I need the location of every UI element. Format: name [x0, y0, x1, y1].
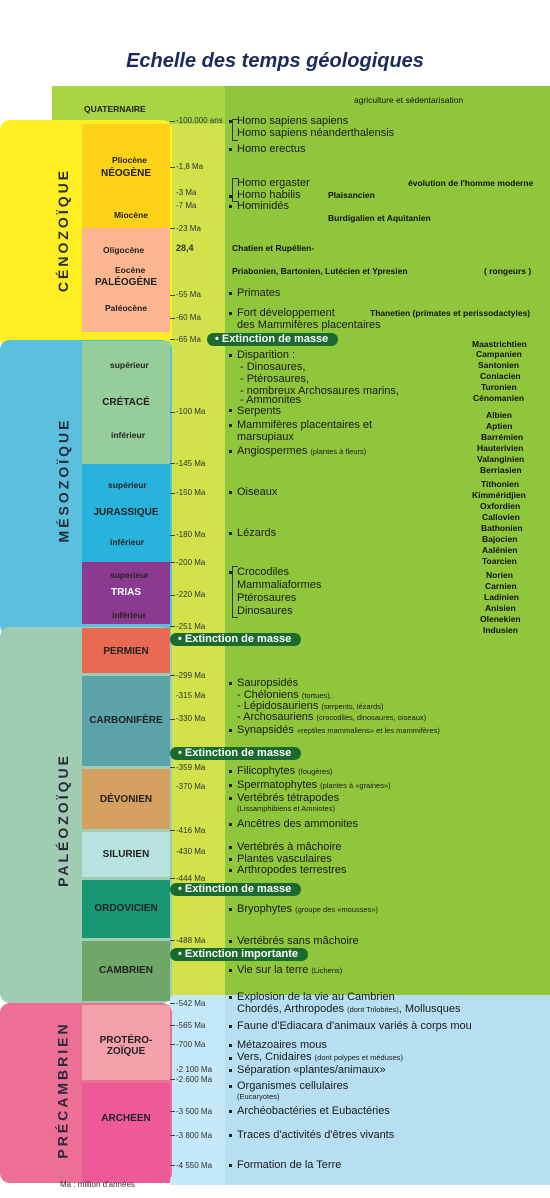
event-note: (Eucaryotes) — [237, 1092, 280, 1101]
age-tick — [170, 562, 175, 563]
stage: Aptien — [486, 421, 513, 431]
legend: Ma : million d'années — [60, 1180, 135, 1189]
age-label: -416 Ma — [176, 826, 206, 835]
age-tick — [170, 675, 175, 676]
stage: Barrémien — [481, 432, 524, 442]
age-label: -565 Ma — [176, 1021, 206, 1030]
age-label: -100 Ma — [176, 407, 206, 416]
bullet — [229, 729, 232, 732]
age-tick — [170, 1025, 175, 1026]
epoch-miocene: Miocène — [114, 210, 149, 220]
jurassique-superieur: supérieur — [108, 480, 147, 490]
event: Crocodiles — [237, 566, 289, 578]
event: - Ammonites — [240, 394, 302, 406]
event — [237, 802, 335, 814]
event: Mammifères placentaires et — [237, 419, 373, 431]
age-label: -23 Ma — [176, 224, 201, 233]
age-tick — [170, 1135, 175, 1136]
period-label-jurassique: JURASSIQUE — [93, 507, 159, 518]
age-label: -3 800 Ma — [176, 1131, 213, 1140]
epoch-oligocene: Oligocène — [103, 245, 145, 255]
event-main: Vers, Cnidaires — [237, 1051, 312, 1063]
event: Explosion de la vie au Cambrien — [237, 991, 395, 1003]
event — [237, 1003, 461, 1015]
stage: Carnien — [485, 581, 517, 591]
age-tick — [170, 878, 175, 879]
note: Priabonien, Bartonien, Lutécien et Ypresien — [232, 266, 408, 276]
bullet — [229, 940, 232, 943]
age-label: -145 Ma — [176, 459, 206, 468]
event: Serpents — [237, 405, 282, 417]
epoch-eocene: Eocène — [115, 265, 146, 275]
event: Hominidés — [237, 200, 289, 212]
stage: Santonien — [478, 360, 520, 370]
bullet — [229, 205, 232, 208]
event: Ptérosaures — [237, 592, 297, 604]
event: Arthropodes terrestres — [237, 864, 347, 876]
event: Traces d'activités d'êtres vivants — [237, 1129, 395, 1141]
event-note: (plantes à «graines») — [320, 781, 391, 790]
event-note: (plantes à fleurs) — [310, 447, 367, 456]
event: Métazoaires mous — [237, 1039, 327, 1051]
bullet — [229, 354, 232, 357]
bullet — [229, 858, 232, 861]
jurassique-inferieur: inférieur — [110, 537, 145, 547]
event-main: Spermatophytes — [237, 779, 318, 791]
stage: Campanien — [476, 349, 522, 359]
age-tick — [170, 339, 175, 340]
period-label-archeen: ARCHEEN — [101, 1113, 151, 1124]
period-label-carbonifere: CARBONIFÈRE — [89, 715, 163, 726]
extinction-badge: • Extinction de masse — [207, 333, 338, 346]
event-note: (Lichens) — [311, 966, 343, 975]
age-label: -65 Ma — [176, 335, 201, 344]
extinction-badge: • Extinction de masse — [170, 747, 301, 760]
event-main: Filicophytes — [237, 765, 296, 777]
note: Chatien et Rupélien- — [232, 243, 315, 253]
bullet — [229, 1057, 232, 1060]
age-label: -488 Ma — [176, 936, 206, 945]
age-tick — [170, 535, 175, 536]
stage: Indusien — [483, 625, 518, 635]
event: Homo sapiens néanderthalensis — [237, 127, 395, 139]
quaternary-label: QUATERNAIRE — [84, 104, 146, 114]
age-label: -200 Ma — [176, 558, 206, 567]
bullet — [229, 292, 232, 295]
stage: Bathonien — [481, 523, 523, 533]
event-note: (Lissamphibiens et Amniotes) — [237, 804, 335, 813]
bullet — [229, 823, 232, 826]
event: Homo ergaster — [237, 177, 310, 189]
note: ( rongeurs ) — [484, 266, 532, 276]
event: Archéobactéries et Eubactéries — [237, 1105, 390, 1117]
event — [237, 765, 332, 777]
event: Homo habilis — [237, 189, 301, 201]
note: évolution de l'homme moderne — [408, 178, 534, 188]
age-tick — [170, 493, 175, 494]
event: Vertébrés sans mâchoire — [237, 935, 359, 947]
cretace-inferieur: inférieur — [111, 430, 146, 440]
stage: Maastrichtien — [472, 339, 527, 349]
event-main: Chordés, Arthropodes — [237, 1003, 345, 1015]
age-tick — [170, 1165, 175, 1166]
age-label: -370 Ma — [176, 782, 206, 791]
period-archeen-box — [82, 1083, 170, 1183]
age-label: -1,8 Ma — [176, 162, 204, 171]
bullet — [229, 571, 232, 574]
stage: Olenekien — [480, 614, 521, 624]
age-label: -330 Ma — [176, 714, 206, 723]
event-note: «reptiles mammaliens» et les mammifères) — [296, 726, 440, 735]
stage: Ladinien — [484, 592, 519, 602]
stage: Norien — [486, 570, 513, 580]
bullet — [229, 195, 232, 198]
age-tick — [170, 830, 175, 831]
extinction-badge: • Extinction importante — [170, 948, 308, 961]
bullet — [229, 312, 232, 315]
stage: Hauterivien — [477, 443, 524, 453]
event: marsupiaux — [237, 431, 294, 443]
period-label-permien: PERMIEN — [103, 646, 149, 657]
stage: Tithonien — [481, 479, 520, 489]
event-note: (groupe des «mousses») — [295, 905, 379, 914]
event: Organismes cellulaires — [237, 1080, 349, 1092]
event-main: - Chéloniens — [237, 689, 299, 701]
event: Vertébrés à mâchoire — [237, 841, 342, 853]
event: Disparition : — [237, 349, 296, 361]
age-tick — [170, 1111, 175, 1112]
age-label: -180 Ma — [176, 530, 206, 539]
eon-label-paleozoic: PALÉOZOÏQUE — [55, 753, 72, 887]
event-main: Angiospermes — [237, 445, 308, 457]
bullet — [229, 682, 232, 685]
event — [237, 445, 366, 457]
event: Homo sapiens sapiens — [237, 115, 349, 127]
stage: Bajocien — [482, 534, 518, 544]
bullet — [229, 491, 232, 494]
age-tick — [170, 767, 175, 768]
event — [237, 711, 426, 723]
epoch-paleocene: Paléocène — [105, 303, 148, 313]
stage: Callovien — [482, 512, 520, 522]
age-tick — [170, 940, 175, 941]
event-main: - Lépidosauriens — [237, 700, 319, 712]
event — [237, 1051, 403, 1063]
stage: Cénomanien — [473, 393, 525, 403]
event-note: (dont Trilobites) — [347, 1005, 399, 1014]
period-label-silurien: SILURIEN — [102, 849, 150, 860]
bullet — [229, 869, 232, 872]
age-label: 28,4 — [176, 243, 194, 253]
period-label-cretace: CRÉTACÉ — [102, 397, 150, 408]
stage: Oxfordien — [480, 501, 521, 511]
age-label: -2 100 Ma — [176, 1065, 213, 1074]
stage: Anisien — [485, 603, 516, 613]
event: Plantes vasculaires — [237, 853, 332, 865]
period-label-devonien: DÉVONIEN — [99, 794, 153, 805]
age-tick — [170, 167, 175, 168]
note: agriculture et sédentarisation — [354, 95, 464, 105]
period-label-cambrien: CAMBRIEN — [99, 965, 153, 976]
event: Vertébrés tétrapodes — [237, 792, 340, 804]
age-tick — [170, 121, 175, 122]
event: - Dinosaures, — [240, 361, 306, 373]
bullet — [229, 1044, 232, 1047]
bullet — [229, 784, 232, 787]
stage: Aalénien — [482, 545, 518, 555]
age-label: -7 Ma — [176, 201, 197, 210]
event: Lézards — [237, 527, 277, 539]
eon-label-mesozoic: MÉSOZOÏQUE — [55, 417, 71, 543]
age-label: -100.000 ans — [176, 116, 223, 125]
event-note: (fougères) — [298, 767, 333, 776]
age-label: -3 500 Ma — [176, 1107, 213, 1116]
event-main: Synapsidés — [237, 724, 294, 736]
event — [237, 724, 440, 736]
stage: Coniacien — [480, 371, 521, 381]
bullet — [229, 846, 232, 849]
bullet — [229, 450, 232, 453]
stage: Toarcien — [482, 556, 517, 566]
trias-inferieur: inférieur — [112, 610, 147, 620]
period-label-paleogene: PALÉOGÈNE — [94, 277, 158, 288]
bullet — [229, 908, 232, 911]
cretace-superieur: supérieur — [110, 360, 149, 370]
bullet — [229, 1085, 232, 1088]
age-tick — [170, 318, 175, 319]
stage: Valanginien — [477, 454, 525, 464]
age-tick — [170, 1079, 175, 1080]
age-tick — [170, 626, 175, 627]
age-label: -542 Ma — [176, 999, 206, 1008]
bullet — [229, 770, 232, 773]
age-label: -55 Ma — [176, 290, 201, 299]
event-note: (crocodiles, dinosaures, oiseaux) — [316, 713, 427, 722]
bullet — [229, 1134, 232, 1137]
period-label-proterozoique: PROTÉRO- ZOÏQUE — [99, 1035, 153, 1057]
age-label: -2 600 Ma — [176, 1075, 213, 1084]
event: Fort développement — [237, 307, 335, 319]
period-label-ordovicien: ORDOVICIEN — [94, 903, 158, 914]
event: Séparation «plantes/animaux» — [237, 1064, 386, 1076]
age-label: -430 Ma — [176, 847, 206, 856]
bullet — [229, 996, 232, 999]
trias-superieur: superieur — [110, 570, 149, 580]
note: Thanetien (primates et perissodactyles) — [370, 308, 531, 318]
stage: Kimméridjien — [472, 490, 526, 500]
event: Dinosaures — [237, 605, 293, 617]
event — [237, 903, 378, 915]
bullet — [229, 409, 232, 412]
extinction-badge: • Extinction de masse — [170, 883, 301, 896]
epoch-pliocene: Pliocène — [112, 155, 147, 165]
period-label-trias: TRIAS — [111, 587, 141, 598]
age-label: -359 Ma — [176, 763, 206, 772]
extinction-badge: • Extinction de masse — [170, 633, 301, 646]
bullet — [229, 1110, 232, 1113]
event: Ancêtres des ammonites — [237, 818, 359, 830]
age-tick — [170, 412, 175, 413]
stage: Berriasien — [480, 465, 522, 475]
bullet — [229, 120, 232, 123]
event-note: (serpents, lézards) — [321, 702, 384, 711]
age-tick — [170, 595, 175, 596]
bullet — [229, 1164, 232, 1167]
age-tick — [170, 1003, 175, 1004]
bullet — [229, 532, 232, 535]
event-main: Bryophytes — [237, 903, 293, 915]
event: Mammaliaformes — [237, 579, 322, 591]
event-note: (dont polypes et méduses) — [314, 1053, 404, 1062]
age-label: -700 Ma — [176, 1040, 206, 1049]
page-title: Echelle des temps géologiques — [126, 50, 424, 72]
bullet — [229, 797, 232, 800]
age-label: -299 Ma — [176, 671, 206, 680]
event: Homo erectus — [237, 143, 306, 155]
stage: Turonien — [481, 382, 517, 392]
period-label-neogene: NÉOGÈNE — [100, 168, 151, 179]
age-tick — [170, 463, 175, 464]
age-label: -251 Ma — [176, 622, 206, 631]
note: Plaisancien — [328, 190, 375, 200]
event-note: (tortues), — [301, 691, 332, 700]
event: - Ptérosaures, — [240, 373, 310, 385]
eon-label-precambrian: PRÉCAMBRIEN — [55, 1021, 72, 1159]
stage: Albien — [486, 410, 512, 420]
event: Sauropsidés — [237, 677, 299, 689]
event — [237, 1090, 280, 1102]
event-main: , Mollusques — [398, 1003, 461, 1015]
event: - nombreux Archosaures marins, — [240, 385, 399, 397]
bullet — [229, 1069, 232, 1072]
event — [237, 779, 391, 791]
event-main: - Archosauriens — [237, 711, 314, 723]
event: Oiseaux — [237, 486, 278, 498]
bullet — [229, 1025, 232, 1028]
bullet — [229, 424, 232, 427]
age-tick — [170, 295, 175, 296]
event — [237, 964, 342, 976]
note: Burdigalien et Aquitanien — [328, 213, 431, 223]
age-label: -444 Ma — [176, 874, 206, 883]
event: Formation de la Terre — [237, 1159, 342, 1171]
age-tick — [170, 1044, 175, 1045]
bullet — [229, 148, 232, 151]
age-label: -60 Ma — [176, 313, 201, 322]
age-label: -315 Ma — [176, 691, 206, 700]
event: Primates — [237, 287, 281, 299]
event-main: Vie sur la terre — [237, 964, 309, 976]
event: Faune d'Ediacara d'animaux variés à corps mou — [237, 1020, 472, 1032]
age-label: -3 Ma — [176, 188, 197, 197]
event: des Mammifères placentaires — [237, 319, 381, 331]
age-tick — [170, 228, 175, 229]
age-label: -220 Ma — [176, 590, 206, 599]
age-label: -4 550 Ma — [176, 1161, 213, 1170]
age-tick — [170, 719, 175, 720]
age-label: -150 Ma — [176, 488, 206, 497]
bullet — [229, 969, 232, 972]
eon-label-cenozoic: CÉNOZOÏQUE — [55, 167, 71, 293]
